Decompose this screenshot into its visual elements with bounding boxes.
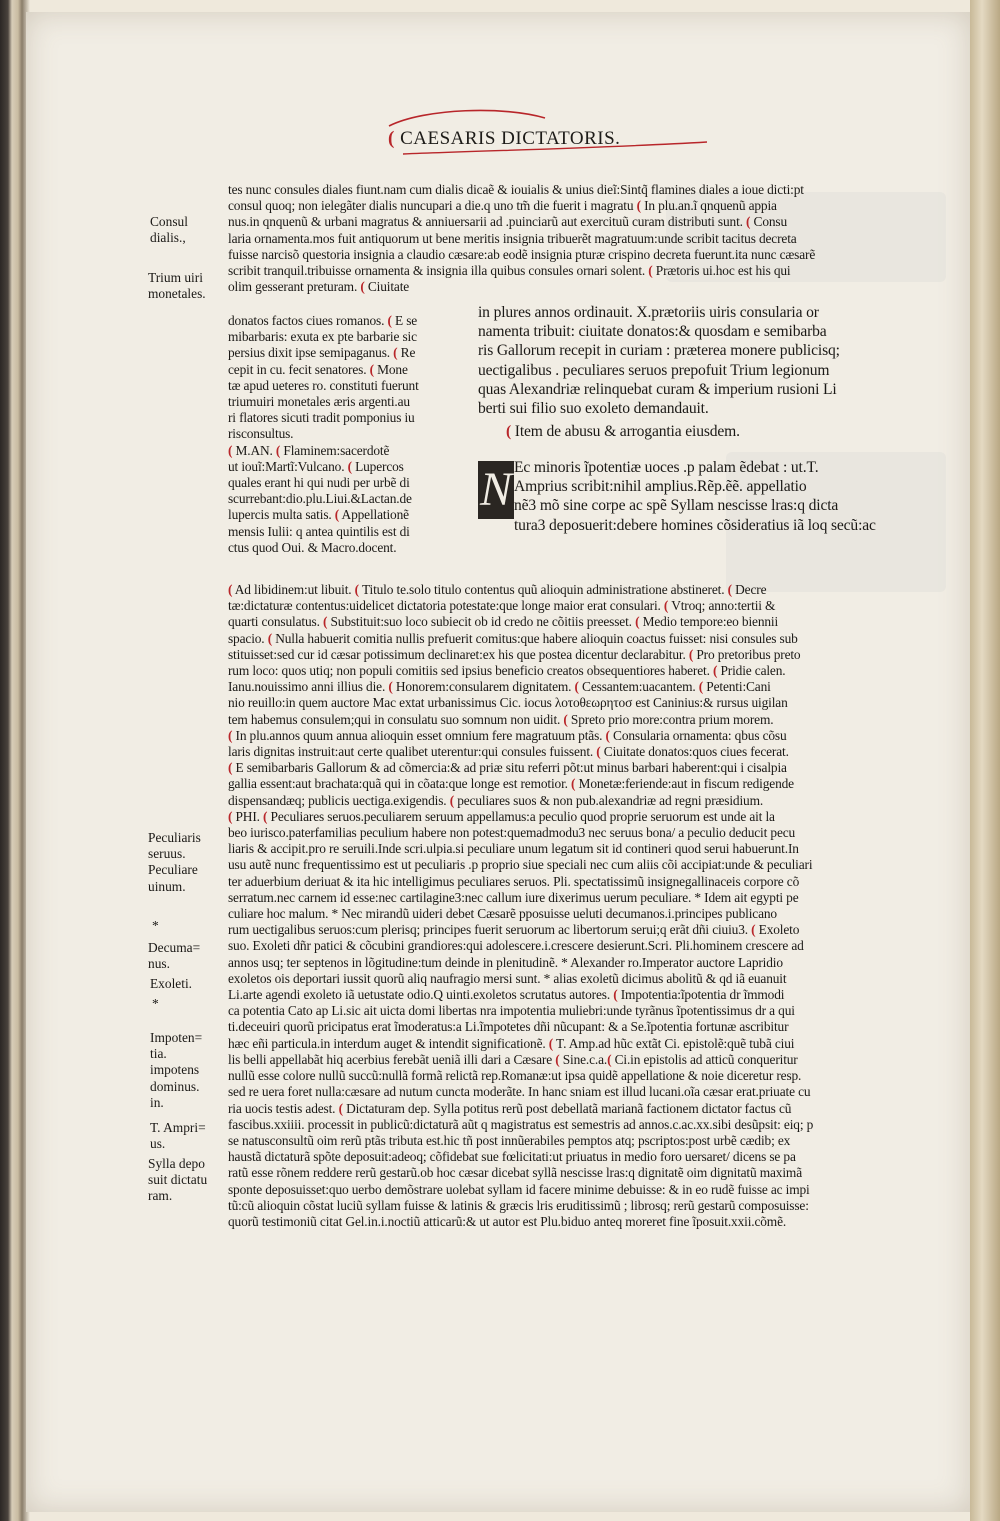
text-line: stituisset:sed cur id cæsar potissimum declinaret:ex his que postea dicentur declarabitur. ( Pro pretoribus preto — [228, 646, 801, 662]
running-head-title: CAESARIS DICTATORIS. — [400, 128, 621, 149]
text-line: ( PHI. ( Peculiares seruos.peculiarem seruum appellamus:a peculio quod proprie seruorum est unde ait la — [228, 808, 775, 824]
rubric-pilcrow-icon: ( — [267, 630, 273, 646]
text-line: tæ:dictaturæ contentus:uidelicet dictatoria potestate:que longe maior erat consulari. ( Vtroq; anno:tertii & — [228, 598, 776, 614]
text-line: beo iurisco.paterfamilias peculium habere non potest:quemadmodu3 nec seruus bona/ a peculio deducit pecu — [228, 825, 796, 841]
rubric-pilcrow-icon: ( — [334, 507, 340, 523]
rubric-pilcrow-icon: ( — [574, 679, 579, 695]
text-line: cepit in cu. fecit senatores. ( Mone — [228, 361, 408, 377]
page-edge — [970, 0, 1000, 1521]
margin-star: * — [152, 996, 159, 1011]
margin-star: * — [152, 918, 159, 933]
text-line: risconsultus. — [228, 426, 294, 442]
margin-line: Trium uiri — [148, 270, 203, 285]
rubric-pilcrow-icon: ( — [563, 711, 568, 727]
rubric-pilcrow-icon: ( — [338, 1100, 343, 1116]
text-line: donatos factos ciues romanos. ( E se — [228, 313, 418, 328]
rubric-pilcrow-icon: ( — [605, 727, 610, 743]
margin-line: Consul — [150, 214, 188, 229]
text-line: ria uocis testis adest. ( Dictaturam dep. Sylla potitus rerũ post debellatã marianã factionem dictator factus cũ — [228, 1100, 792, 1116]
text-line: exoletos ois deportari iussit quorũ aliq naufragio mersi sunt. * alias exoletũ dicimus abolitũ & qd iã euanuit — [228, 970, 787, 986]
running-head — [388, 128, 678, 150]
text-line: rum uectigalibus seruos:cum plerisq; principes fuerit seruorum ac libertorum serui;q erãt dñi ciuiu3. ( Exoleto — [228, 922, 800, 938]
text-line: usu autẽ nunc frequentissimo est ut peculiaris .p proprio siue speciali nec cum aliis cõi accipiat:unde & peculiari — [228, 857, 813, 873]
margin-line: T. Ampri= — [150, 1120, 206, 1135]
text-line: hæc eñi particula.in interdum auget & intendit significationẽ. ( T. Amp.ad hũc extãt Ci. epistolẽ:quẽ tubã ciui — [228, 1035, 795, 1051]
rubric-pilcrow-icon: ( — [354, 582, 359, 597]
rubric-pilcrow-icon: ( — [596, 744, 601, 760]
rubric-pilcrow-icon: ( — [648, 263, 653, 279]
text-line: se natusconsultũ oim rerũ ptãs tributa est.hic tñ post innũerabiles pemptos atq; pscriptos:post urbẽ cædib; ex — [228, 1132, 791, 1148]
margin-line: Decuma= — [148, 940, 201, 955]
rubric-pilcrow-icon: ( — [388, 679, 393, 695]
text-line: uectigalibus . peculiares seruos prepofuit Trium legionum — [478, 361, 830, 379]
rubric-pilcrow-icon: ( — [613, 987, 618, 1003]
text-line: serratum.nec carnem id esse:nec cartilagine3:nec callum iure dixerimus uerum peculiare. * Idem ait egypti pe — [228, 889, 799, 905]
text-line: laria ornamenta.mos fuit antiquorum ut bene meritis insignia tribuerẽt magratuum:unde scribit tacitus decreta — [228, 230, 797, 246]
rubric-pilcrow-icon: ( — [228, 808, 233, 824]
margin-line: impotens — [150, 1062, 200, 1078]
text-line: sed re uera foret nulla:cæsare ad nutum cuncta moderãte. In hanc sniam est illud lucani.oĩa cæsar erat.priuate cu — [228, 1084, 811, 1100]
rubric-pilcrow-icon: ( — [751, 922, 756, 938]
text-line: namenta tribuit: ciuitate donatos:& quosdam e semibarba — [478, 323, 827, 341]
rubric-pilcrow-icon: ( — [228, 727, 233, 743]
margin-line: Impoten= — [150, 1030, 203, 1045]
rubric-pilcrow-icon: ( — [688, 646, 694, 662]
text-line: ( Ad libidinem:ut libuit. ( Titulo te.solo titulo contentus quũ alioquin administratione abstineret. ( Decre — [228, 582, 767, 597]
margin-line: dominus. — [150, 1078, 200, 1094]
pilcrow-icon: ( — [388, 128, 395, 149]
text-line: in plures annos ordinauit. X.prætoriis uiris consularia or — [478, 304, 819, 321]
margin-line: us. — [150, 1136, 166, 1152]
text-line: Ianu.nouissimo anni illius die. ( Honorem:consularem dignitatem. ( Cessantem:uacantem. ( Petenti:Cani — [228, 679, 771, 695]
margin-note-decumanus — [148, 940, 200, 972]
rubric-pilcrow-icon: ( — [571, 776, 576, 792]
text-line: persius dixit ipse semipaganus. ( Re — [228, 345, 416, 361]
rubric-pilcrow-icon: ( — [228, 760, 233, 776]
margin-line: seruus. — [148, 846, 186, 862]
rubric-pilcrow-icon: ( — [727, 582, 732, 597]
main-text-continued — [514, 458, 944, 535]
text-line: ( In plu.annos quum annua alioquin esset omnium fere magratuum ptãs. ( Consularia ornamenta: qbus cõsu — [228, 727, 787, 743]
text-line: berti sui filio suo exoleto demandauit. — [478, 400, 709, 418]
margin-note-trium-uiri — [148, 270, 206, 302]
text-line: nio reuillo:in quem auctore Mac extat urbanissimus Cic. iocus λοτοθεωρητοσ est Caninius:& rursus uigilan — [228, 695, 788, 711]
rubric-pilcrow-icon: ( — [555, 1051, 560, 1067]
commentary-narrow — [228, 313, 472, 556]
text-line: haustã dictaturã spõte deposuit:adeoq; cõfidebat sue fœlicitati:ut priuatus in medio foro uersaret/ dicens se pa — [228, 1149, 796, 1165]
text-line: sponte deposuisset:quo uerbo demõstrare uolebat syllam id facere minime debuisse: & in eo rudẽ fuisse ac impi — [228, 1181, 810, 1197]
margin-note-amprius — [150, 1120, 206, 1152]
margin-line: dialis., — [150, 230, 186, 246]
text-line: Amprius scribit:nihil amplius.Rẽp.ẽẽ. appellatio — [514, 478, 807, 496]
text-line: lis belli appellabãt hiq acerbius ferebãt ueniã illi dari a Cæsare ( Sine.c.a.( Ci.in epistolis ad atticũ conqueritur — [228, 1051, 798, 1067]
text-line: ( E semibarbaris Gallorum & ad cõmercia:& ad priæ situ referri põt:ut minus barbari haberent:qui i cisalpia — [228, 760, 787, 776]
text-line: tes nunc consules diales fiunt.nam cum dialis dicaẽ & iouialis & unius dieĩ:Sintq̃ flamines diales a ioue dicti:pt — [228, 182, 804, 197]
rubric-pilcrow-icon: ( — [607, 1051, 612, 1067]
text-line: fuisse narcisõ questoria insignia a claudio cæsare:ab eodẽ insignia pturæ crispino decreta fuerunt.ita nunc cæsarẽ — [228, 246, 816, 262]
rubric-pilcrow-icon: ( — [228, 442, 233, 458]
rubric-pilcrow-icon: ( — [698, 679, 704, 695]
margin-note-peculiaris — [148, 830, 201, 895]
margin-line: tia. — [150, 1046, 167, 1062]
margin-line: monetales. — [148, 286, 206, 302]
text-line: quarti consulatus. ( Substituit:suo loco subiecit ob id credo ne cõitiis preesset. ( Medio tempore:eo biennii — [228, 614, 779, 630]
text-line: mibarbaris: exuta ex pte barbarie sic — [228, 329, 417, 345]
text-line: ti.deceuiri quorũ pricipatus erat ĩmoderatus:a Li.ĩmpotetes dñi nũcupant: & a Se.ĩpotentia fortunæ ascribitur — [228, 1019, 789, 1035]
text-line: ri flatores sicuti tradit pomponius iu — [228, 410, 415, 426]
rubric-pilcrow-icon: ( — [387, 313, 392, 328]
text-line: tem habemus consulem;qui in consulatu suo somnum non uidit. ( Spreto prio more:contra prium morem. — [228, 711, 774, 727]
rubric-pilcrow-icon: ( — [506, 423, 512, 441]
text-line: tæ apud ueteres ro. constituti fuerunt — [228, 377, 419, 393]
margin-note-sylla — [148, 1156, 207, 1205]
text-line: Li.arte agendi exoleto iã uetustate odio.Q uinti.exoletos scrutatus autores. ( Impotentia:ĩpotentia dr ĩmmodi — [228, 987, 785, 1003]
text-line: scurrebant:dio.plu.Liui.&Lactan.de — [228, 491, 412, 507]
text-line: Ec minoris ĩpotentiæ uoces .p palam ẽdebat : ut.T. — [514, 459, 819, 476]
margin-line: Sylla depo — [148, 1156, 205, 1171]
text-line: ( M.AN. ( Flaminem:sacerdotẽ — [228, 442, 390, 458]
text-line: rum loco: quos utiq; non populi comitiis sed ipsius beneficio creatos obsequentiores haberet. ( Pridie calen. — [228, 663, 786, 679]
text-line: ut iouĩ:Martĩ:Vulcano. ( Lupercos — [228, 458, 404, 474]
rubric-pilcrow-icon: ( — [263, 808, 268, 824]
margin-line: uinum. — [148, 878, 186, 894]
rubric-pilcrow-icon: ( — [347, 458, 352, 474]
rubric-pilcrow-icon: ( — [228, 582, 233, 597]
margin-line: Peculiaris — [148, 830, 201, 845]
text-line: nẽ3 mõ sine corpe ac spẽ Syllam nescisse lras:q dicta — [514, 497, 839, 515]
margin-line: ram. — [148, 1188, 173, 1204]
text-line: suo. Exoleti dñr patici & cõcubini grandiores:qui adolescere.i.crescere desierunt.Scri. Pli.hominem crescere ad — [228, 938, 804, 954]
rubric-pilcrow-icon: ( — [393, 345, 398, 361]
rubric-pilcrow-icon: ( — [449, 792, 454, 808]
rubric-pilcrow-icon: ( — [712, 663, 718, 679]
text-line: laris dignitas instruit:aut certe qualibet uterentur:qui consules fuissent. ( Ciuitate donatos:quos ciues fecerat. — [228, 744, 789, 760]
main-text — [478, 303, 944, 441]
text-line: liaris & accipit.pro re seruili.Inde scri.ulpia.si peculiare unum legatum sit id contineri quod serui habuerunt.In — [228, 841, 799, 857]
text-line: nus.in qnquenũ & urbani magratus & anniuersarii ad .puinciarũ aut exercituũ curam distributi sunt. ( Consu — [228, 214, 788, 230]
margin-note-impotentia — [150, 1030, 202, 1111]
text-line: ctus quod Oui. & Macro.docent. — [228, 539, 397, 555]
text-line: ratũ esse rõnem reddere rerũ gestarũ.ob hoc cæsar dicebat syllã nescisse lras:q dignitatẽ oim dignitatũ maximã — [228, 1165, 802, 1181]
text-line: tura3 deposuerit:debere homines cõsideratius iã loq secũ:ac — [514, 516, 876, 534]
rubric-pilcrow-icon: ( — [275, 442, 281, 458]
text-line: gallia essent:aut brachata:quã qui in cõata:que longe est remotior. ( Monetæ:feriende:aut in fiscum redigende — [228, 776, 794, 792]
margin-line: suit dictatu — [148, 1172, 208, 1188]
margin-line: Peculiare — [148, 862, 198, 878]
text-line: dispensandæq; publicis uectiga.exigendis. ( peculiares suos & non pub.alexandriæ ad regni præsidium. — [228, 792, 764, 808]
text-line: olim gesserant preturam. ( Ciuitate — [228, 279, 410, 295]
text-line: consul quoq; non ielegãter dialis nuncupari a die.q uno tm̃ die fuerit i magratu ( In plu.an.ĩ qnquenũ appia — [228, 198, 777, 214]
text-line: tũ:cũ alioquin cõstat luciũ syllam fuisse & latinis & græcis lris eruditissimũ ; librosq; rerũ gestarũ composuisse: — [228, 1197, 809, 1213]
decorated-initial: N — [478, 461, 514, 519]
text-line: scribit tranquil.tribuisse ornamenta & insignia illa quibus consules ornari solent. ( Prætoris ui.hoc est his qui — [228, 263, 791, 279]
text-line: mensis Iulii: q antea quintilis est di — [228, 523, 410, 539]
commentary-bottom — [228, 582, 944, 1230]
text-line: annos usq; ter septenos in lõgitudine:tum deinde in plenitudinẽ. * Alexander ro.Imperator auctore Lapridio — [228, 954, 783, 970]
text-line: culiare hoc malum. * Nec mirandũ uideri debet Cæsarẽ pposuisse ueluti decumanos.i.principes publicano — [228, 906, 777, 922]
margin-note-exoleti: Exoleti. — [150, 976, 193, 991]
text-line: ca potentia Cato ap Li.sic ait uicta domi libertas nra impotentia muliebri:unde tyrãnus ĩpotentissimus dr a qui — [228, 1003, 795, 1019]
rubric-pilcrow-icon: ( — [322, 614, 328, 630]
commentary-top — [228, 182, 940, 295]
margin-line: in. — [150, 1094, 164, 1110]
text-line: triumuiri monetales æris argenti.au — [228, 394, 410, 410]
text-line: lupercis multa satis. ( Appellationẽ — [228, 507, 409, 523]
rubric-pilcrow-icon: ( — [746, 214, 751, 230]
rubric-pilcrow-icon: ( — [663, 598, 669, 614]
rubric-pilcrow-icon: ( — [636, 198, 641, 214]
text-line: quales erant hi qui nudi per urbẽ di — [228, 475, 410, 491]
margin-line: nus. — [148, 956, 170, 972]
rubric-pilcrow-icon: ( — [635, 614, 640, 630]
text-line: spacio. ( Nulla habuerit comitia nullis prefuerit comitus:que habere alioquin coactus fuisset: nisi consules sub — [228, 630, 798, 646]
text-line: fascibus.xxiiii. processit in publicũ:dictaturã aũt q magistratus est semestris ad annos.c.ac.xx.sibi desũpsit: eiq; p — [228, 1116, 814, 1132]
section-heading: ( Item de abusu & arrogantia eiusdem. — [506, 423, 740, 441]
text-line: ris Gallorum recepit in curiam : præterea monere publicisq; — [478, 342, 840, 360]
margin-note-consul-dialis — [150, 214, 188, 246]
text-line: ter aduerbium deriuat & ita hic intelligimus peculiares seruos. Pli. spectatissimũ insignegallinaceis corpore cõ — [228, 873, 800, 889]
rubric-pilcrow-icon: ( — [369, 361, 374, 377]
text-line: nullũ esse colore nullũ succũ:nullã formã relictã rep.Romanæ:ut ipsa quidẽ appellatione & noie diceretur resp. — [228, 1068, 802, 1084]
rubric-pilcrow-icon: ( — [548, 1035, 554, 1051]
rubric-pilcrow-icon: ( — [360, 279, 365, 295]
text-line: quas Alexandriæ relinquebat curam & imperium rusioni Li — [478, 380, 837, 398]
text-line: quorũ testimoniũ citat Gel.in.i.noctiũ atticarũ:& ut autor est Plu.biduo anteq moreret fine ĩposuit.xxii.cõmẽ. — [228, 1213, 787, 1229]
